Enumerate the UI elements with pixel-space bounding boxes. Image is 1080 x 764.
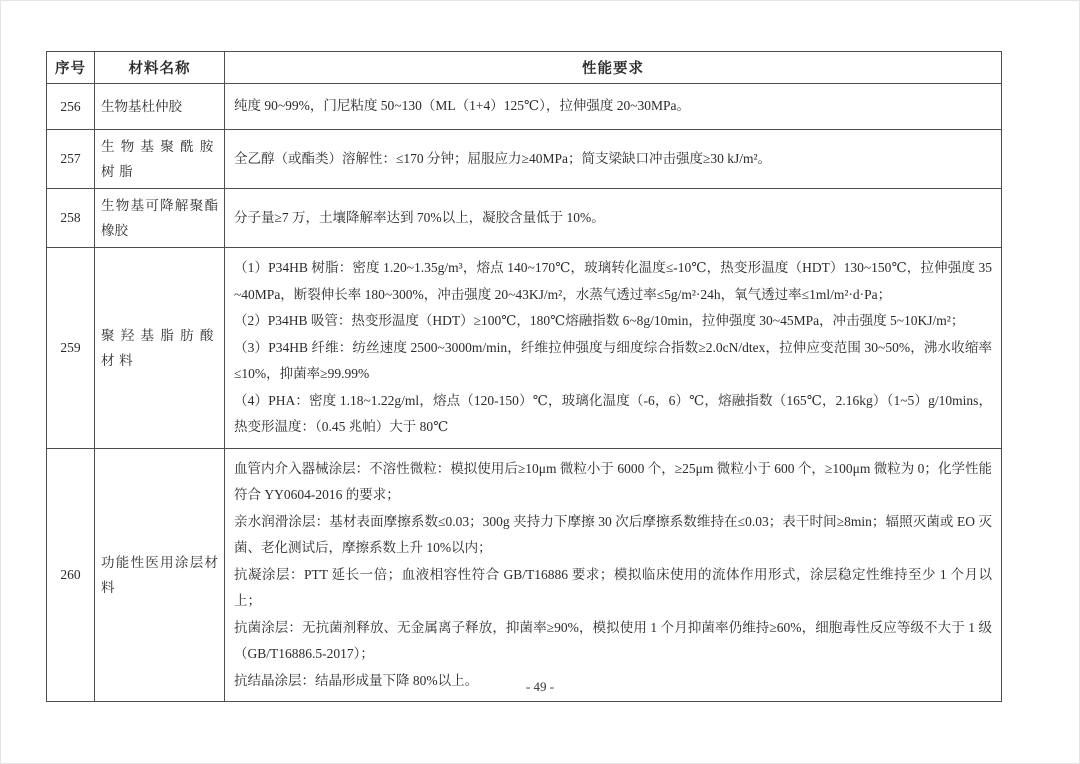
table-row	[47, 248, 1002, 449]
material-name: 生物基聚酰胺树脂	[95, 130, 225, 189]
requirement-paragraph: （3）P34HB 纤维：纺丝速度 2500~3000m/min，纤维拉伸强度与细度综合指数≥2.0cN/dtex，拉伸应变范围 30~50%，沸水收缩率≤10%，抑菌率≥99.99%	[234, 339, 992, 381]
requirement-paragraph: 分子量≥7 万，土壤降解率达到 70%以上，凝胶含量低于 10%。	[234, 209, 605, 225]
material-name: 功能性医用涂层材料	[95, 448, 225, 702]
row-index: 260	[47, 448, 95, 702]
table-row	[47, 189, 1002, 248]
column-header-index: 序号	[47, 52, 95, 84]
material-name: 生物基杜仲胶	[95, 84, 225, 130]
materials-table	[46, 51, 1002, 702]
material-name: 聚羟基脂肪酸材料	[95, 248, 225, 449]
material-name: 生物基可降解聚酯橡胶	[95, 189, 225, 248]
requirement-paragraph: 抗菌涂层：无抗菌剂释放、无金属离子释放，抑菌率≥90%，模拟使用 1 个月抑菌率仍维持≥60%，细胞毒性反应等级不大于 1 级（GB/T16886.5-2017）；	[234, 619, 992, 661]
requirement-paragraph: 血管内介入器械涂层：不溶性微粒：模拟使用后≥10μm 微粒小于 6000 个，≥25μm 微粒小于 600 个，≥100μm 微粒为 0；化学性能符合 YY0604-2016 的要求；	[234, 460, 992, 502]
table-row	[47, 448, 1002, 702]
table-header-row	[47, 52, 1002, 84]
performance-requirements-cell	[225, 248, 1002, 449]
requirement-paragraph: 抗结晶涂层：结晶形成量下降 80%以上。	[234, 672, 479, 688]
column-header-material-name: 材料名称	[95, 52, 225, 84]
row-index: 257	[47, 130, 95, 189]
table-row	[47, 130, 1002, 189]
requirement-paragraph: 纯度 90~99%，门尼粘度 50~130（ML（1+4）125℃），拉伸强度 20~30MPa。	[234, 98, 691, 114]
requirement-paragraph: 亲水润滑涂层：基材表面摩擦系数≤0.03；300g 夹持力下摩擦 30 次后摩擦系数维持在≤0.03；表干时间≥8min；辐照灭菌或 EO 灭菌、老化测试后，摩擦系数上升 10%以内；	[234, 513, 992, 555]
performance-requirements-cell	[225, 189, 1002, 248]
requirement-paragraph: 抗凝涂层：PTT 延长一倍；血液相容性符合 GB/T16886 要求；模拟临床使用的流体作用形式，涂层稳定性维持至少 1 个月以上；	[234, 566, 992, 608]
performance-requirements-cell	[225, 448, 1002, 702]
page-number: - 49 -	[525, 679, 555, 694]
column-header-performance-requirements: 性能要求	[225, 52, 1002, 84]
requirement-paragraph: （1）P34HB 树脂：密度 1.20~1.35g/m³，熔点 140~170℃，玻璃转化温度≤-10℃，热变形温度（HDT）130~150℃，拉伸强度 35~40MPa，断裂伸长率 180~300%，冲击强度 20~43KJ/m²，水蒸气透过率≤5g/m²·24h，氧气透过率≤1ml/m²·d·Pa；	[234, 260, 992, 302]
performance-requirements-cell	[225, 84, 1002, 130]
performance-requirements-cell	[225, 130, 1002, 189]
row-index: 256	[47, 84, 95, 130]
requirement-paragraph: （2）P34HB 吸管：热变形温度（HDT）≥100℃，180℃熔融指数 6~8g/10min，拉伸强度 30~45MPa，冲击强度 5~10KJ/m²；	[234, 313, 965, 328]
row-index: 258	[47, 189, 95, 248]
requirement-paragraph: （4）PHA：密度 1.18~1.22g/ml，熔点（120-150）℃，玻璃化温度（-6，6）℃，熔融指数（165℃，2.16kg）（1~5）g/10mins，热变形温度：（0.45 兆帕）大于 80℃	[234, 392, 992, 434]
table-row	[47, 84, 1002, 130]
requirement-paragraph: 全乙醇（或酯类）溶解性：≤170 分钟；屈服应力≥40MPa；简支梁缺口冲击强度≥30 kJ/m²。	[234, 150, 772, 166]
row-index: 259	[47, 248, 95, 449]
